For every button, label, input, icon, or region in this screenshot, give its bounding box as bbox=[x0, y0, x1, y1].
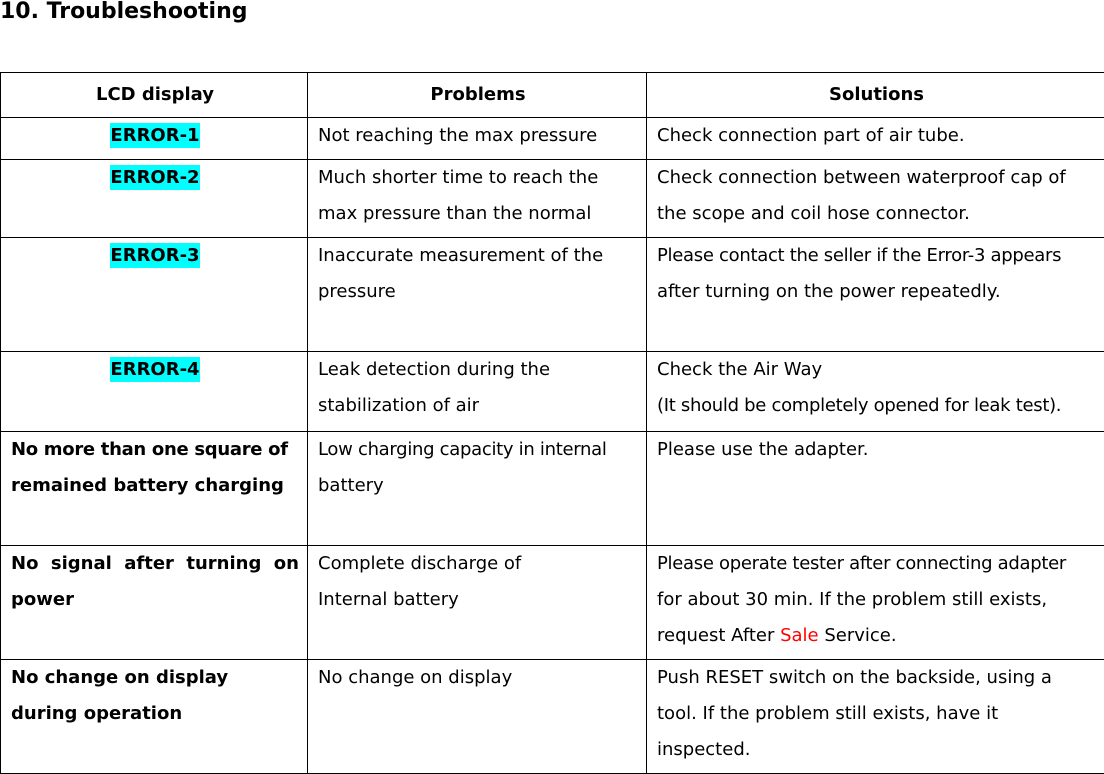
solution-text: Please operate tester after connecting adapter bbox=[657, 546, 1096, 582]
solution-text: Please contact the seller if the Error-3 appears bbox=[657, 238, 1096, 274]
lcd-condition-text: No change on display bbox=[11, 660, 299, 696]
header-solutions: Solutions bbox=[647, 73, 1104, 118]
lcd-condition-text: during operation bbox=[11, 696, 299, 732]
solution-cell bbox=[647, 546, 1104, 660]
lcd-condition-text: No signal after turning on bbox=[11, 546, 299, 582]
problem-cell bbox=[308, 352, 647, 432]
lcd-cell bbox=[1, 432, 308, 546]
table-row bbox=[1, 352, 1104, 432]
lcd-cell bbox=[1, 352, 308, 432]
lcd-cell bbox=[1, 660, 308, 774]
solution-text: Check the Air Way bbox=[657, 352, 1096, 388]
troubleshooting-table bbox=[0, 72, 1104, 774]
error-code: ERROR-1 bbox=[110, 123, 199, 148]
lcd-condition-text: power bbox=[11, 582, 299, 618]
lcd-condition-text: No more than one square of bbox=[11, 432, 299, 468]
sale-emphasis: Sale bbox=[780, 625, 819, 646]
problem-text: Inaccurate measurement of the bbox=[318, 238, 638, 274]
lcd-cell bbox=[1, 118, 308, 160]
problem-text: Much shorter time to reach the bbox=[318, 160, 638, 196]
solution-cell bbox=[647, 160, 1104, 238]
table-row bbox=[1, 546, 1104, 660]
table-row bbox=[1, 160, 1104, 238]
problem-cell bbox=[308, 238, 647, 352]
problem-cell bbox=[308, 160, 647, 238]
solution-text: tool. If the problem still exists, have it bbox=[657, 696, 1096, 732]
lcd-cell bbox=[1, 160, 308, 238]
error-code: ERROR-2 bbox=[110, 165, 199, 190]
solution-cell bbox=[647, 238, 1104, 352]
lcd-condition-text: remained battery charging bbox=[11, 468, 299, 504]
solution-text: Push RESET switch on the backside, using a bbox=[657, 660, 1096, 696]
problem-text: max pressure than the normal bbox=[318, 196, 638, 232]
table-row bbox=[1, 238, 1104, 352]
solution-text: inspected. bbox=[657, 732, 1096, 768]
problem-cell bbox=[308, 546, 647, 660]
lcd-cell bbox=[1, 238, 308, 352]
table-header-row bbox=[1, 73, 1104, 118]
problem-cell bbox=[308, 432, 647, 546]
header-problems: Problems bbox=[308, 73, 647, 118]
solution-text: Please use the adapter. bbox=[657, 432, 1096, 468]
problem-text: Low charging capacity in internal bbox=[318, 432, 638, 468]
solution-text: after turning on the power repeatedly. bbox=[657, 274, 1096, 310]
problem-text: No change on display bbox=[318, 660, 638, 696]
solution-cell bbox=[647, 352, 1104, 432]
problem-cell bbox=[308, 118, 647, 160]
problem-text: Internal battery bbox=[318, 582, 638, 618]
page-title: 10. Troubleshooting bbox=[0, 0, 248, 28]
error-code: ERROR-3 bbox=[110, 243, 199, 268]
table-row bbox=[1, 432, 1104, 546]
problem-cell bbox=[308, 660, 647, 774]
problem-text: battery bbox=[318, 468, 638, 504]
table-row bbox=[1, 118, 1104, 160]
solution-cell bbox=[647, 660, 1104, 774]
solution-text: Check connection part of air tube. bbox=[657, 118, 1096, 154]
solution-cell bbox=[647, 432, 1104, 546]
problem-text: pressure bbox=[318, 274, 638, 310]
solution-text: the scope and coil hose connector. bbox=[657, 196, 1096, 232]
problem-text: Complete discharge of bbox=[318, 546, 638, 582]
problem-text: Not reaching the max pressure bbox=[318, 118, 638, 154]
solution-cell bbox=[647, 118, 1104, 160]
lcd-cell bbox=[1, 546, 308, 660]
header-lcd-display: LCD display bbox=[1, 73, 308, 118]
table-row bbox=[1, 660, 1104, 774]
error-code: ERROR-4 bbox=[110, 357, 199, 382]
problem-text: stabilization of air bbox=[318, 388, 638, 424]
solution-text: request After Sale Service. bbox=[657, 618, 1096, 654]
solution-text: (It should be completely opened for leak test). bbox=[657, 388, 1096, 424]
solution-text: Check connection between waterproof cap of bbox=[657, 160, 1096, 196]
solution-text: for about 30 min. If the problem still exists, bbox=[657, 582, 1096, 618]
problem-text: Leak detection during the bbox=[318, 352, 638, 388]
